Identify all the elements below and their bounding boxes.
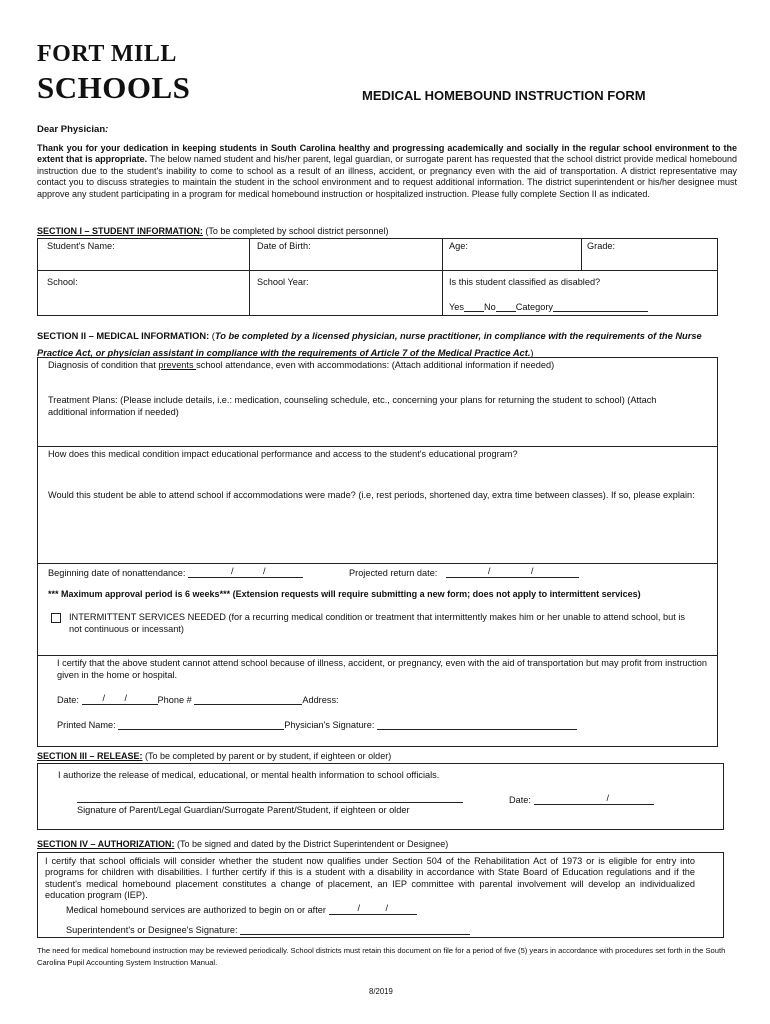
no-blank[interactable] bbox=[496, 301, 516, 312]
section3-heading: SECTION III – RELEASE: (To be completed by parent or by student, if eighteen or older) bbox=[37, 751, 392, 761]
divider bbox=[442, 238, 443, 316]
divider bbox=[37, 655, 718, 656]
physician-signature-blank[interactable] bbox=[377, 719, 577, 730]
superintendent-signature-blank[interactable] bbox=[240, 924, 470, 935]
school-year-label: School Year: bbox=[257, 277, 309, 287]
logo-line-1: FORT MILL bbox=[37, 41, 177, 67]
intro-paragraph bbox=[37, 143, 737, 200]
logo-line-2: SCHOOLS bbox=[37, 70, 191, 105]
physician-date-blank[interactable]: / / bbox=[82, 694, 158, 705]
authorized-date-blank[interactable]: / / bbox=[329, 904, 417, 915]
divider bbox=[37, 563, 718, 564]
section4-certify: I certify that school officials will consider whether the student now qualifies under Section 504 of the Rehabilitation Act of 1973 or is eligible for entry into programs for children with disabilities. I further certify if this is a student with a disability in accordance with State Board of Education regulations and if the student's medical homebound placement constitutes a change of placement, an IEP committee with parental involvement will develop an individualized education program (IEP). bbox=[45, 856, 695, 900]
disabled-question: Is this student classified as disabled? bbox=[449, 277, 601, 287]
phone-blank[interactable] bbox=[194, 694, 302, 705]
physician-date-row: Date: / / Phone # Address: bbox=[57, 693, 339, 705]
form-title: MEDICAL HOMEBOUND INSTRUCTION FORM bbox=[362, 88, 646, 103]
divider bbox=[37, 446, 718, 447]
intermittent-checkbox[interactable] bbox=[51, 612, 61, 623]
divider bbox=[581, 238, 582, 270]
parent-signature-blank[interactable] bbox=[77, 802, 463, 803]
beginning-date-blank[interactable]: / / bbox=[188, 567, 303, 578]
return-date-row: Projected return date: / / bbox=[349, 567, 579, 578]
printed-name-row: Printed Name: Physician's Signature: bbox=[57, 719, 577, 730]
beginning-date-row: Beginning date of nonattendance: / / bbox=[48, 567, 303, 578]
form-version: 8/2019 bbox=[369, 987, 393, 996]
divider bbox=[37, 270, 718, 271]
intro-bold: Thank you for your dedication in keeping students in South Carolina healthy and progressing academically and socially in the regular school environment to the extent that is appropriate. bbox=[37, 143, 737, 165]
physician-certify: I certify that the above student cannot attend school because of illness, accident, or pregnancy, even with the aid of transportation but may profit from instruction given in the home or hospital. bbox=[57, 658, 707, 680]
section2-heading: SECTION II – MEDICAL INFORMATION: (To be completed by a licensed physician, nurse practitioner, in compliance with the requirements of the Nurse Practice Act, or physician assistant in compliance with the requirements of Article 7 of the Medical Practice Act.) bbox=[37, 331, 702, 358]
yes-blank[interactable] bbox=[464, 301, 484, 312]
diagnosis-label: Diagnosis of condition that prevents school attendance, even with accommodations: (Attach additional information if needed) bbox=[48, 360, 555, 370]
release-authorize: I authorize the release of medical, educational, or mental health information to school officials. bbox=[58, 770, 440, 780]
retention-note: The need for medical homebound instruction may be reviewed periodically. School districts must retain this document on file for a period of five (5) years in accordance with procedures set forth in the South Carolina Pupil Accounting System Instruction Manual. bbox=[37, 946, 726, 967]
category-blank[interactable] bbox=[553, 301, 648, 312]
impact-question: How does this medical condition impact educational performance and access to the student's educational program? bbox=[48, 449, 518, 459]
intermittent-label: INTERMITTENT SERVICES NEEDED (for a recurring medical condition or treatment that intermittently makes him or her unable to attend school, but is not continuous or incessant) bbox=[69, 612, 685, 634]
treatment-plans-label: Treatment Plans: (Please include details, i.e.: medication, counseling schedule, etc., concerning your plans for returning the student to school) (Attach additional information if needed) bbox=[48, 395, 657, 417]
intro-rest: The below named student and his/her parent, legal guardian, or surrogate parent has requested that the school district provide medical homebound instruction due to the student's inability to come to school as a result of an illness, accident, or pregnancy even with the aid of transportation. A district representative may contact you to discuss strategies to maintain the student in the school environment and to request additional information. The district superintendent or his/her designee must approve any student participating in a program for medical homebound instruction or hospitalized instruction. Please fully complete Section II as indicated. bbox=[37, 154, 737, 199]
grade-label: Grade: bbox=[587, 241, 616, 251]
accommodations-question: Would this student be able to attend school if accommodations were made? (i.e, rest periods, shortened day, extra time between classes). If so, please explain: bbox=[48, 490, 695, 500]
age-label: Age: bbox=[449, 241, 468, 251]
printed-name-blank[interactable] bbox=[118, 719, 284, 730]
section1-heading: SECTION I – STUDENT INFORMATION: (To be completed by school district personnel) bbox=[37, 226, 389, 236]
superintendent-signature-row: Superintendent's or Designee's Signature: bbox=[66, 924, 470, 935]
authorized-date-row: Medical homebound services are authorized to begin on or after / / bbox=[66, 904, 417, 915]
divider bbox=[249, 238, 250, 316]
section4-heading: SECTION IV – AUTHORIZATION: (To be signed and dated by the District Superintendent or Designee) bbox=[37, 839, 449, 849]
school-label: School: bbox=[47, 277, 78, 287]
max-approval-note: *** Maximum approval period is 6 weeks*** (Extension requests will require submitting a new form; does not apply to intermittent services) bbox=[48, 589, 641, 599]
disabled-options: Yes No Category bbox=[449, 301, 648, 312]
students-name-label: Student's Name: bbox=[47, 241, 115, 251]
salutation: Dear Physician: bbox=[37, 124, 109, 135]
release-date-blank[interactable]: / bbox=[534, 794, 654, 805]
dob-label: Date of Birth: bbox=[257, 241, 311, 251]
parent-signature-label: Signature of Parent/Legal Guardian/Surrogate Parent/Student, if eighteen or older bbox=[77, 805, 410, 815]
return-date-blank[interactable]: / / bbox=[446, 567, 579, 578]
release-date-row: Date: / bbox=[509, 794, 654, 805]
